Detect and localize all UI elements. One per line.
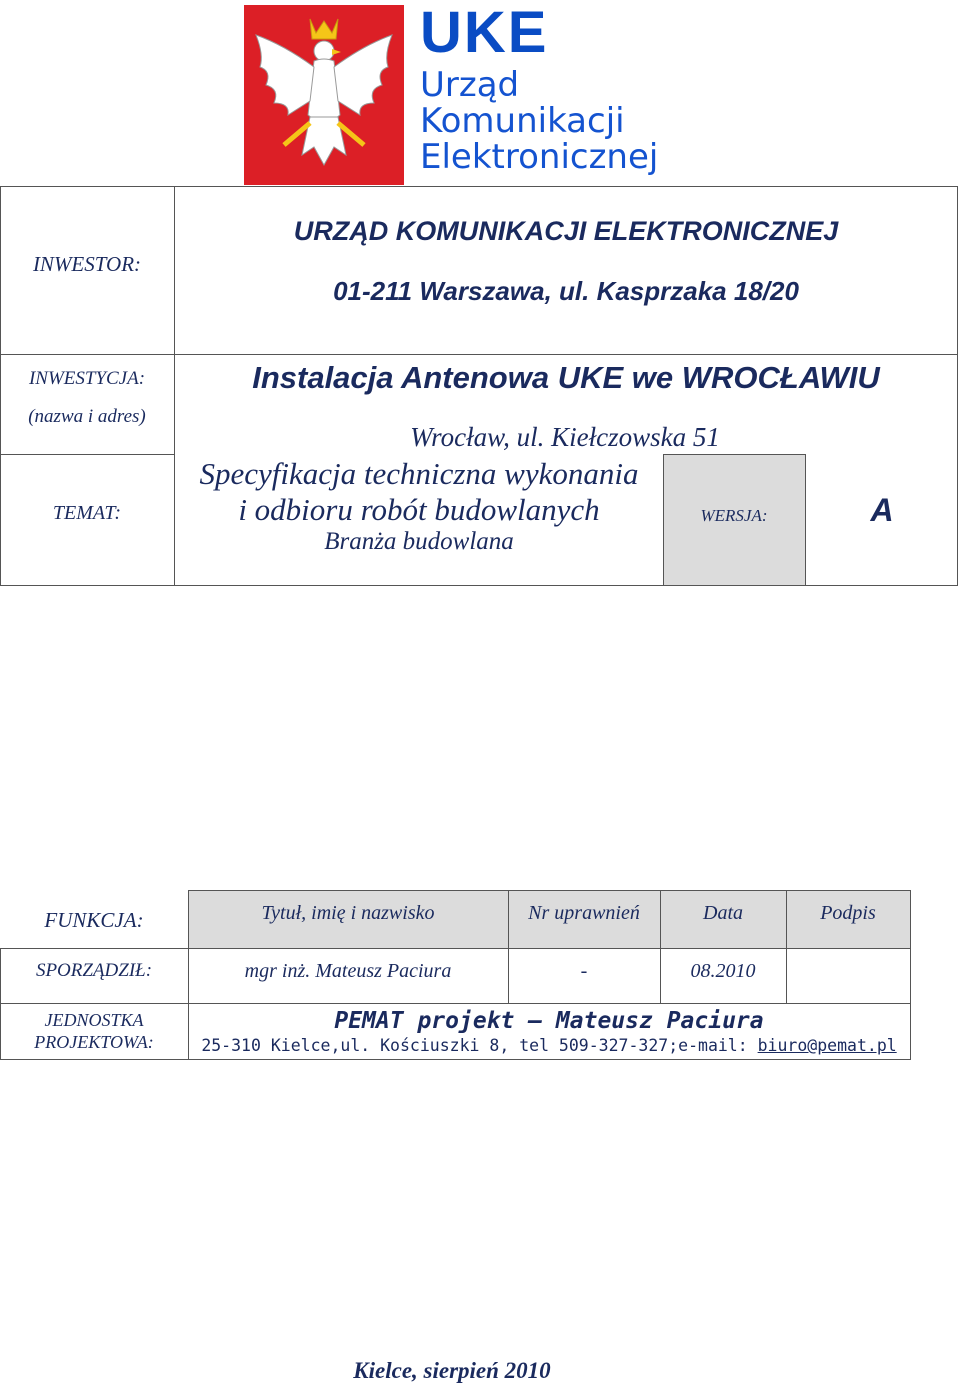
column-header-license: Nr uprawnień: [528, 902, 640, 924]
header-table: [0, 186, 960, 586]
logo-line-2: Komunikacji: [420, 101, 625, 141]
logo-line-3: Elektronicznej: [420, 137, 659, 177]
column-header-date: Data: [703, 902, 743, 924]
unit-name: PEMAT projekt – Mateusz Paciura: [334, 1008, 764, 1034]
unit-email-link[interactable]: biuro@pemat.pl: [757, 1036, 897, 1055]
investor-label: INWESTOR:: [32, 252, 142, 276]
topic-line-3: Branża budowlana: [324, 528, 514, 555]
investor-address: 01-211 Warszawa, ul. Kasprzaka 18/20: [333, 276, 799, 306]
place-date: Kielce, sierpień 2010: [353, 1358, 551, 1383]
column-header-name: Tytuł, imię i nazwisko: [261, 902, 435, 924]
investor-name: URZĄD KOMUNIKACJI ELEKTRONICZNEJ: [293, 216, 839, 246]
column-header-sign: Podpis: [820, 902, 876, 924]
unit-label-1: JEDNOSTKA: [44, 1010, 144, 1030]
topic-line-1: Specyfikacja techniczna wykonania: [199, 456, 639, 491]
prepared-license: -: [580, 960, 588, 982]
unit-address-line: [188, 1036, 910, 1055]
logo-abbr: UKE: [420, 0, 549, 65]
signature-table: [0, 890, 912, 1060]
unit-label-2: PROJEKTOWA:: [34, 1032, 154, 1052]
investment-address: Wrocław, ul. Kiełczowska 51: [410, 422, 720, 452]
logo: [244, 0, 664, 187]
eagle-icon: [244, 5, 404, 185]
unit-address: 25-310 Kielce,ul. Kościuszki 8, tel 509-327-327;e-mail:: [201, 1036, 758, 1055]
version-value: A: [870, 492, 894, 528]
prepared-label: SPORZĄDZIŁ:: [35, 960, 153, 981]
prepared-name: mgr inż. Mateusz Paciura: [244, 960, 452, 982]
topic-line-2: i odbioru robót budowlanych: [238, 492, 600, 527]
investment-name: Instalacja Antenowa UKE we WROCŁAWIU: [252, 360, 880, 395]
logo-line-1: Urząd: [420, 65, 520, 105]
eagle-emblem: [244, 5, 404, 185]
prepared-date: 08.2010: [690, 960, 756, 982]
investment-label: INWESTYCJA:: [28, 368, 146, 389]
function-label: FUNKCJA:: [44, 908, 144, 932]
version-label: WERSJA:: [700, 506, 768, 525]
investment-sub-label: (nazwa i adres): [28, 406, 146, 427]
topic-label: TEMAT:: [52, 502, 122, 524]
